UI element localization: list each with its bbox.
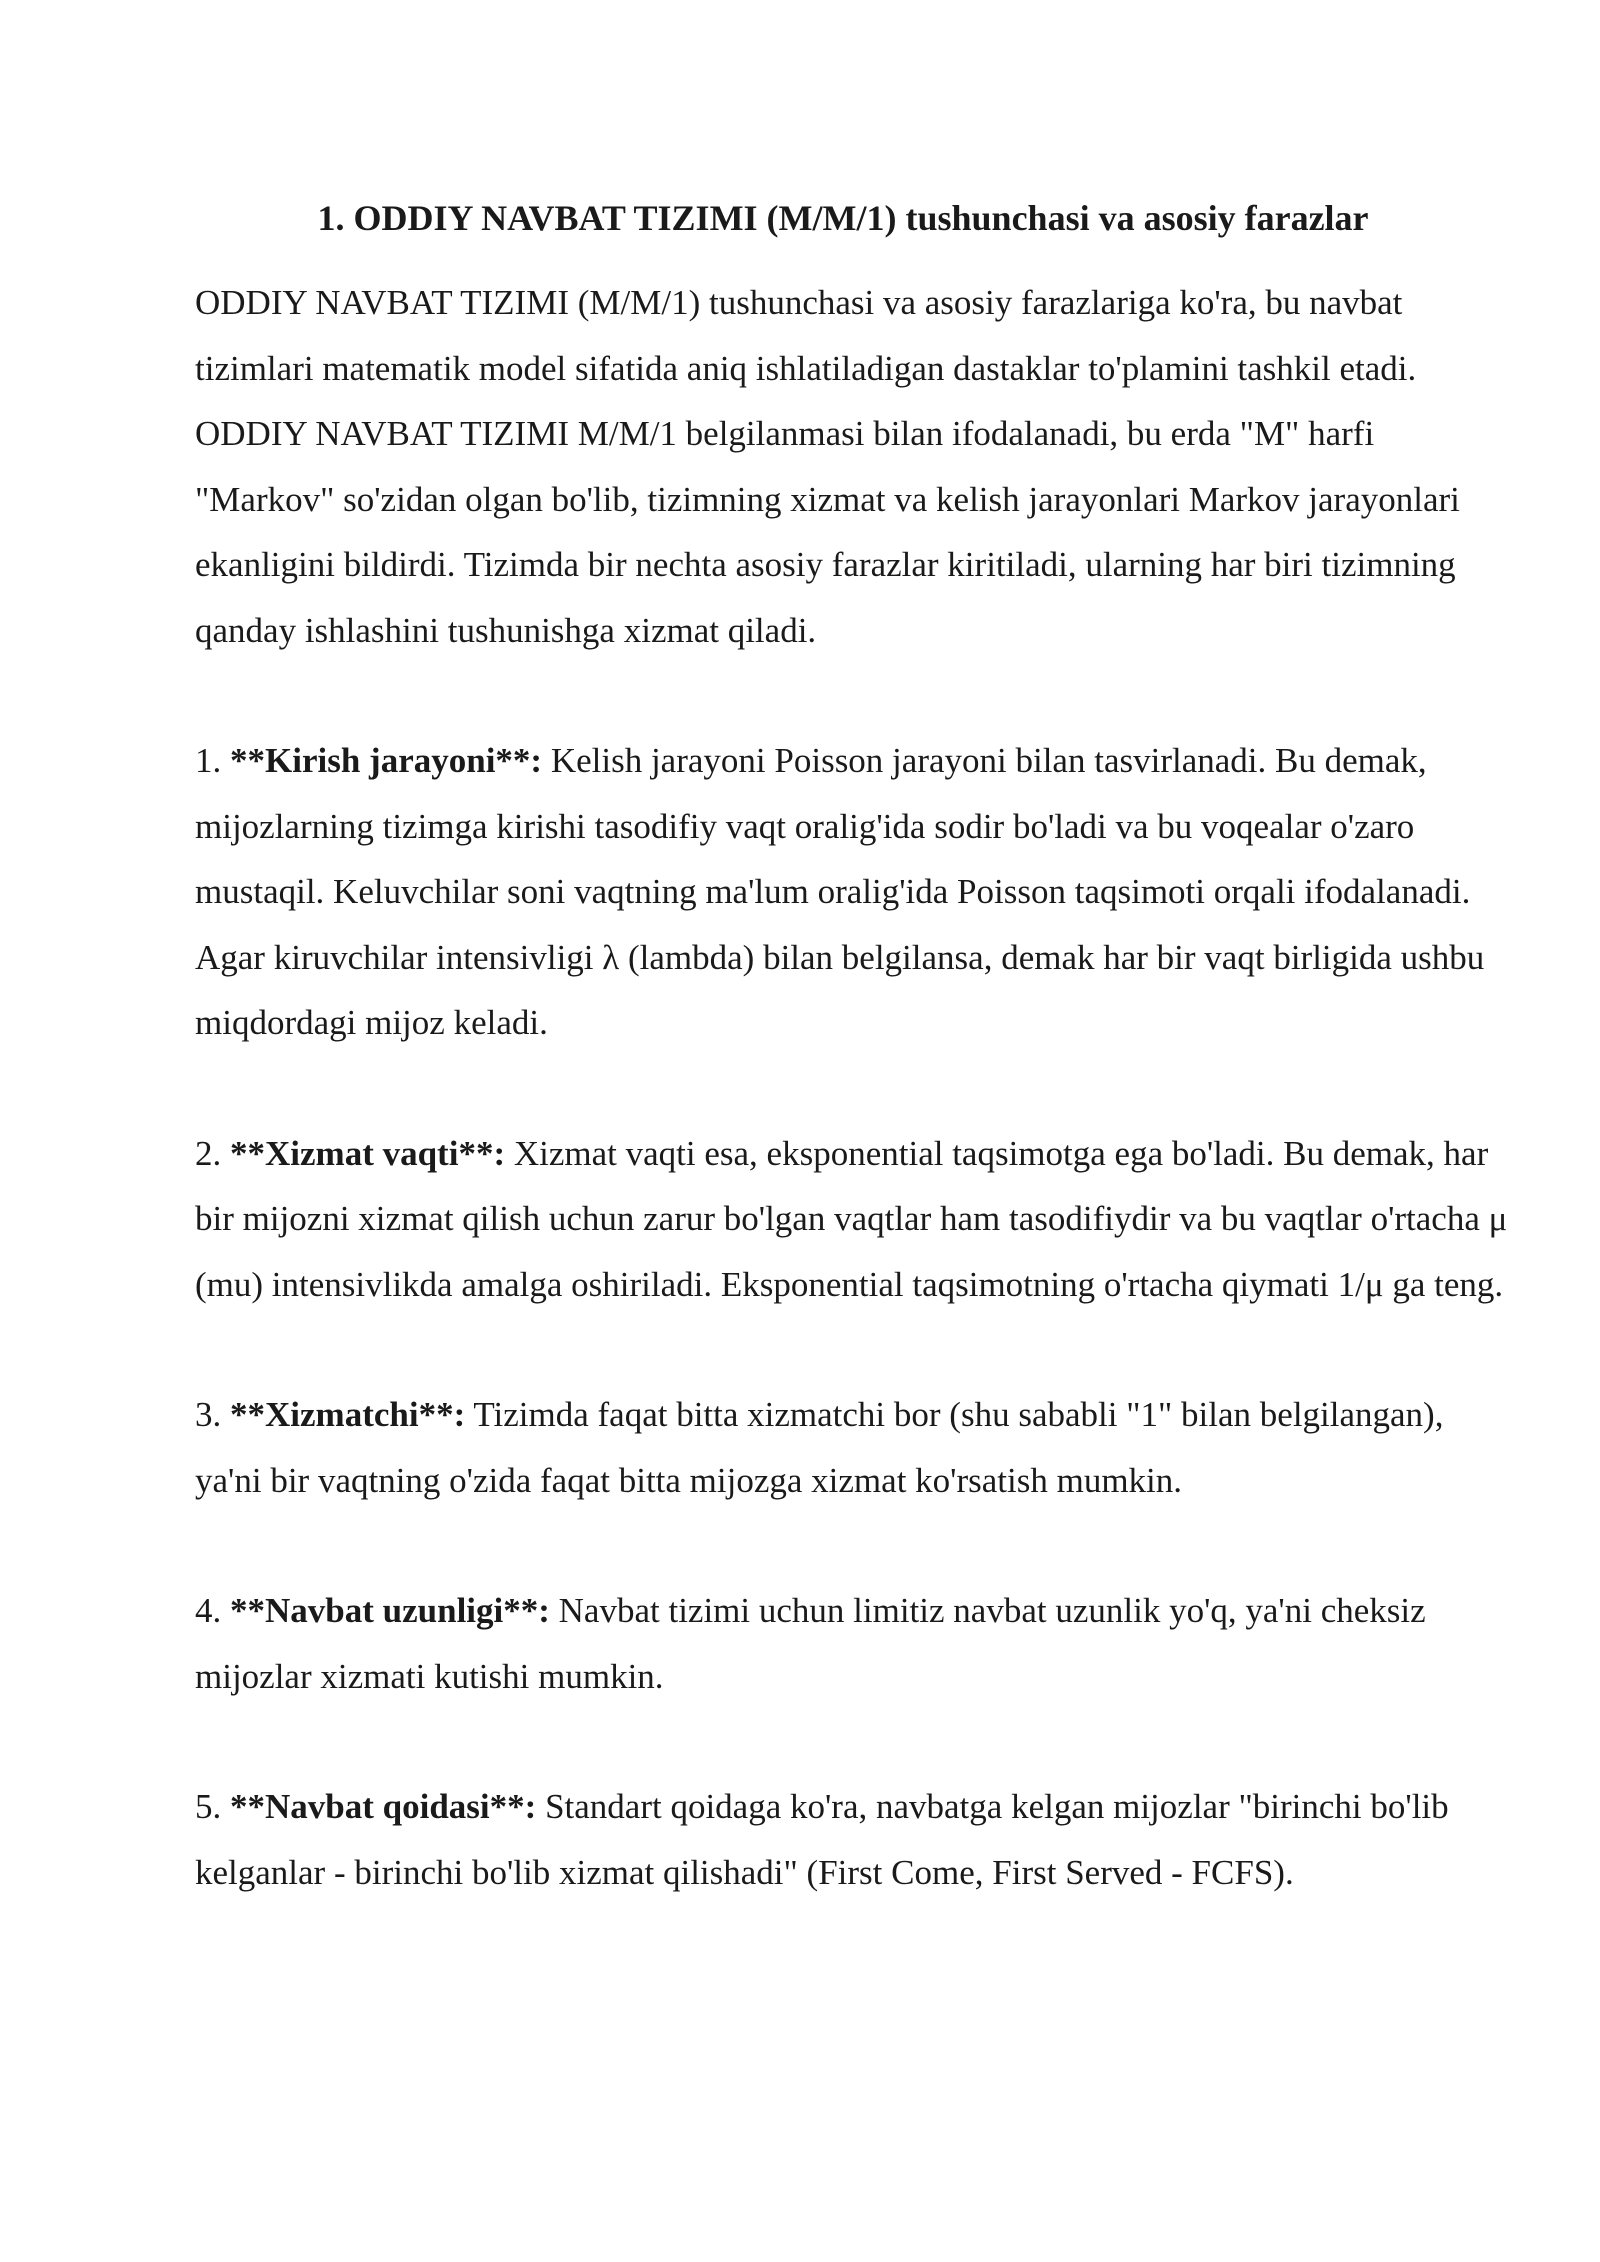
item-text: Navbat tizimi uchun limitiz navbat uzunlik yo'q, ya'ni cheksiz mijozlar xizmati kutishi mumkin. (195, 1591, 1426, 1696)
item-number: 4. (195, 1591, 222, 1630)
item-number: 5. (195, 1787, 222, 1826)
item-text: Standart qoidaga ko'ra, navbatga kelgan mijozlar "birinchi bo'lib kelganlar - birinchi bo'lib xizmat qilishadi" (First Come, First Served - FCFS). (195, 1787, 1449, 1892)
item-number: 1. (195, 741, 222, 780)
list-item (195, 1382, 1515, 1513)
intro-paragraph: ODDIY NAVBAT TIZIMI (M/M/1) tushunchasi va asosiy farazlariga ko'ra, bu navbat tizimlari matematik model sifatida aniq ishlatiladigan dastaklar to'plamini tashkil etadi. ODDIY NAVBAT TIZIMI M/M/1 belgilanmasi bilan ifodalanadi, bu erda "M" harfi "Markov" so'zidan olgan bo'lib, tizimning xizmat va kelish jarayonlari Markov jarayonlari ekanligini bildirdi. Tizimda bir nechta asosiy farazlar kiritiladi, ularning har biri tizimning qanday ishlashini tushunishga xizmat qiladi. (195, 283, 1460, 650)
list-item (195, 1578, 1515, 1709)
item-lead: **Xizmatchi**: (230, 1395, 466, 1434)
item-lead: **Navbat uzunligi**: (230, 1591, 550, 1630)
item-lead: **Xizmat vaqti**: (230, 1133, 506, 1173)
item-text: Xizmat vaqti esa, eksponential taqsimotga ega bo'ladi. Bu demak, har bir mijozni xizmat qilish uchun zarur bo'lgan vaqtlar ham tasodifiydir va bu vaqtlar o'rtacha μ (mu) intensivlikda amalga oshiriladi. Eksponential taqsimotning o'rtacha qiymati 1/μ ga teng. (195, 1133, 1508, 1304)
item-number: 3. (195, 1395, 222, 1434)
item-lead: **Navbat qoidasi**: (230, 1787, 537, 1826)
list-item (195, 728, 1515, 1056)
document-title: 1. ODDIY NAVBAT TIZIMI (M/M/1) tushunchasi va asosiy farazlar (317, 198, 1369, 238)
item-lead: **Kirish jarayoni**: (230, 741, 543, 780)
item-text: Tizimda faqat bitta xizmatchi bor (shu sababli "1" bilan belgilangan), ya'ni bir vaqtning o'zida faqat bitta mijozga xizmat ko'rsatish mumkin. (195, 1395, 1444, 1500)
item-text: Kelish jarayoni Poisson jarayoni bilan tasvirlanadi. Bu demak, mijozlarning tizimga kirishi tasodifiy vaqt oralig'ida sodir bo'ladi va bu voqealar o'zaro mustaqil. Keluvchilar soni vaqtning ma'lum oralig'ida Poisson taqsimoti orqali ifodalanadi. Agar kiruvchilar intensivligi λ (lambda) bilan belgilansa, demak har bir vaqt birligida ushbu miqdordagi mijoz keladi. (195, 741, 1485, 1042)
item-number: 2. (195, 1133, 222, 1173)
list-item (195, 1121, 1515, 1318)
list-item (195, 1774, 1515, 1905)
document-page (195, 190, 1515, 1970)
